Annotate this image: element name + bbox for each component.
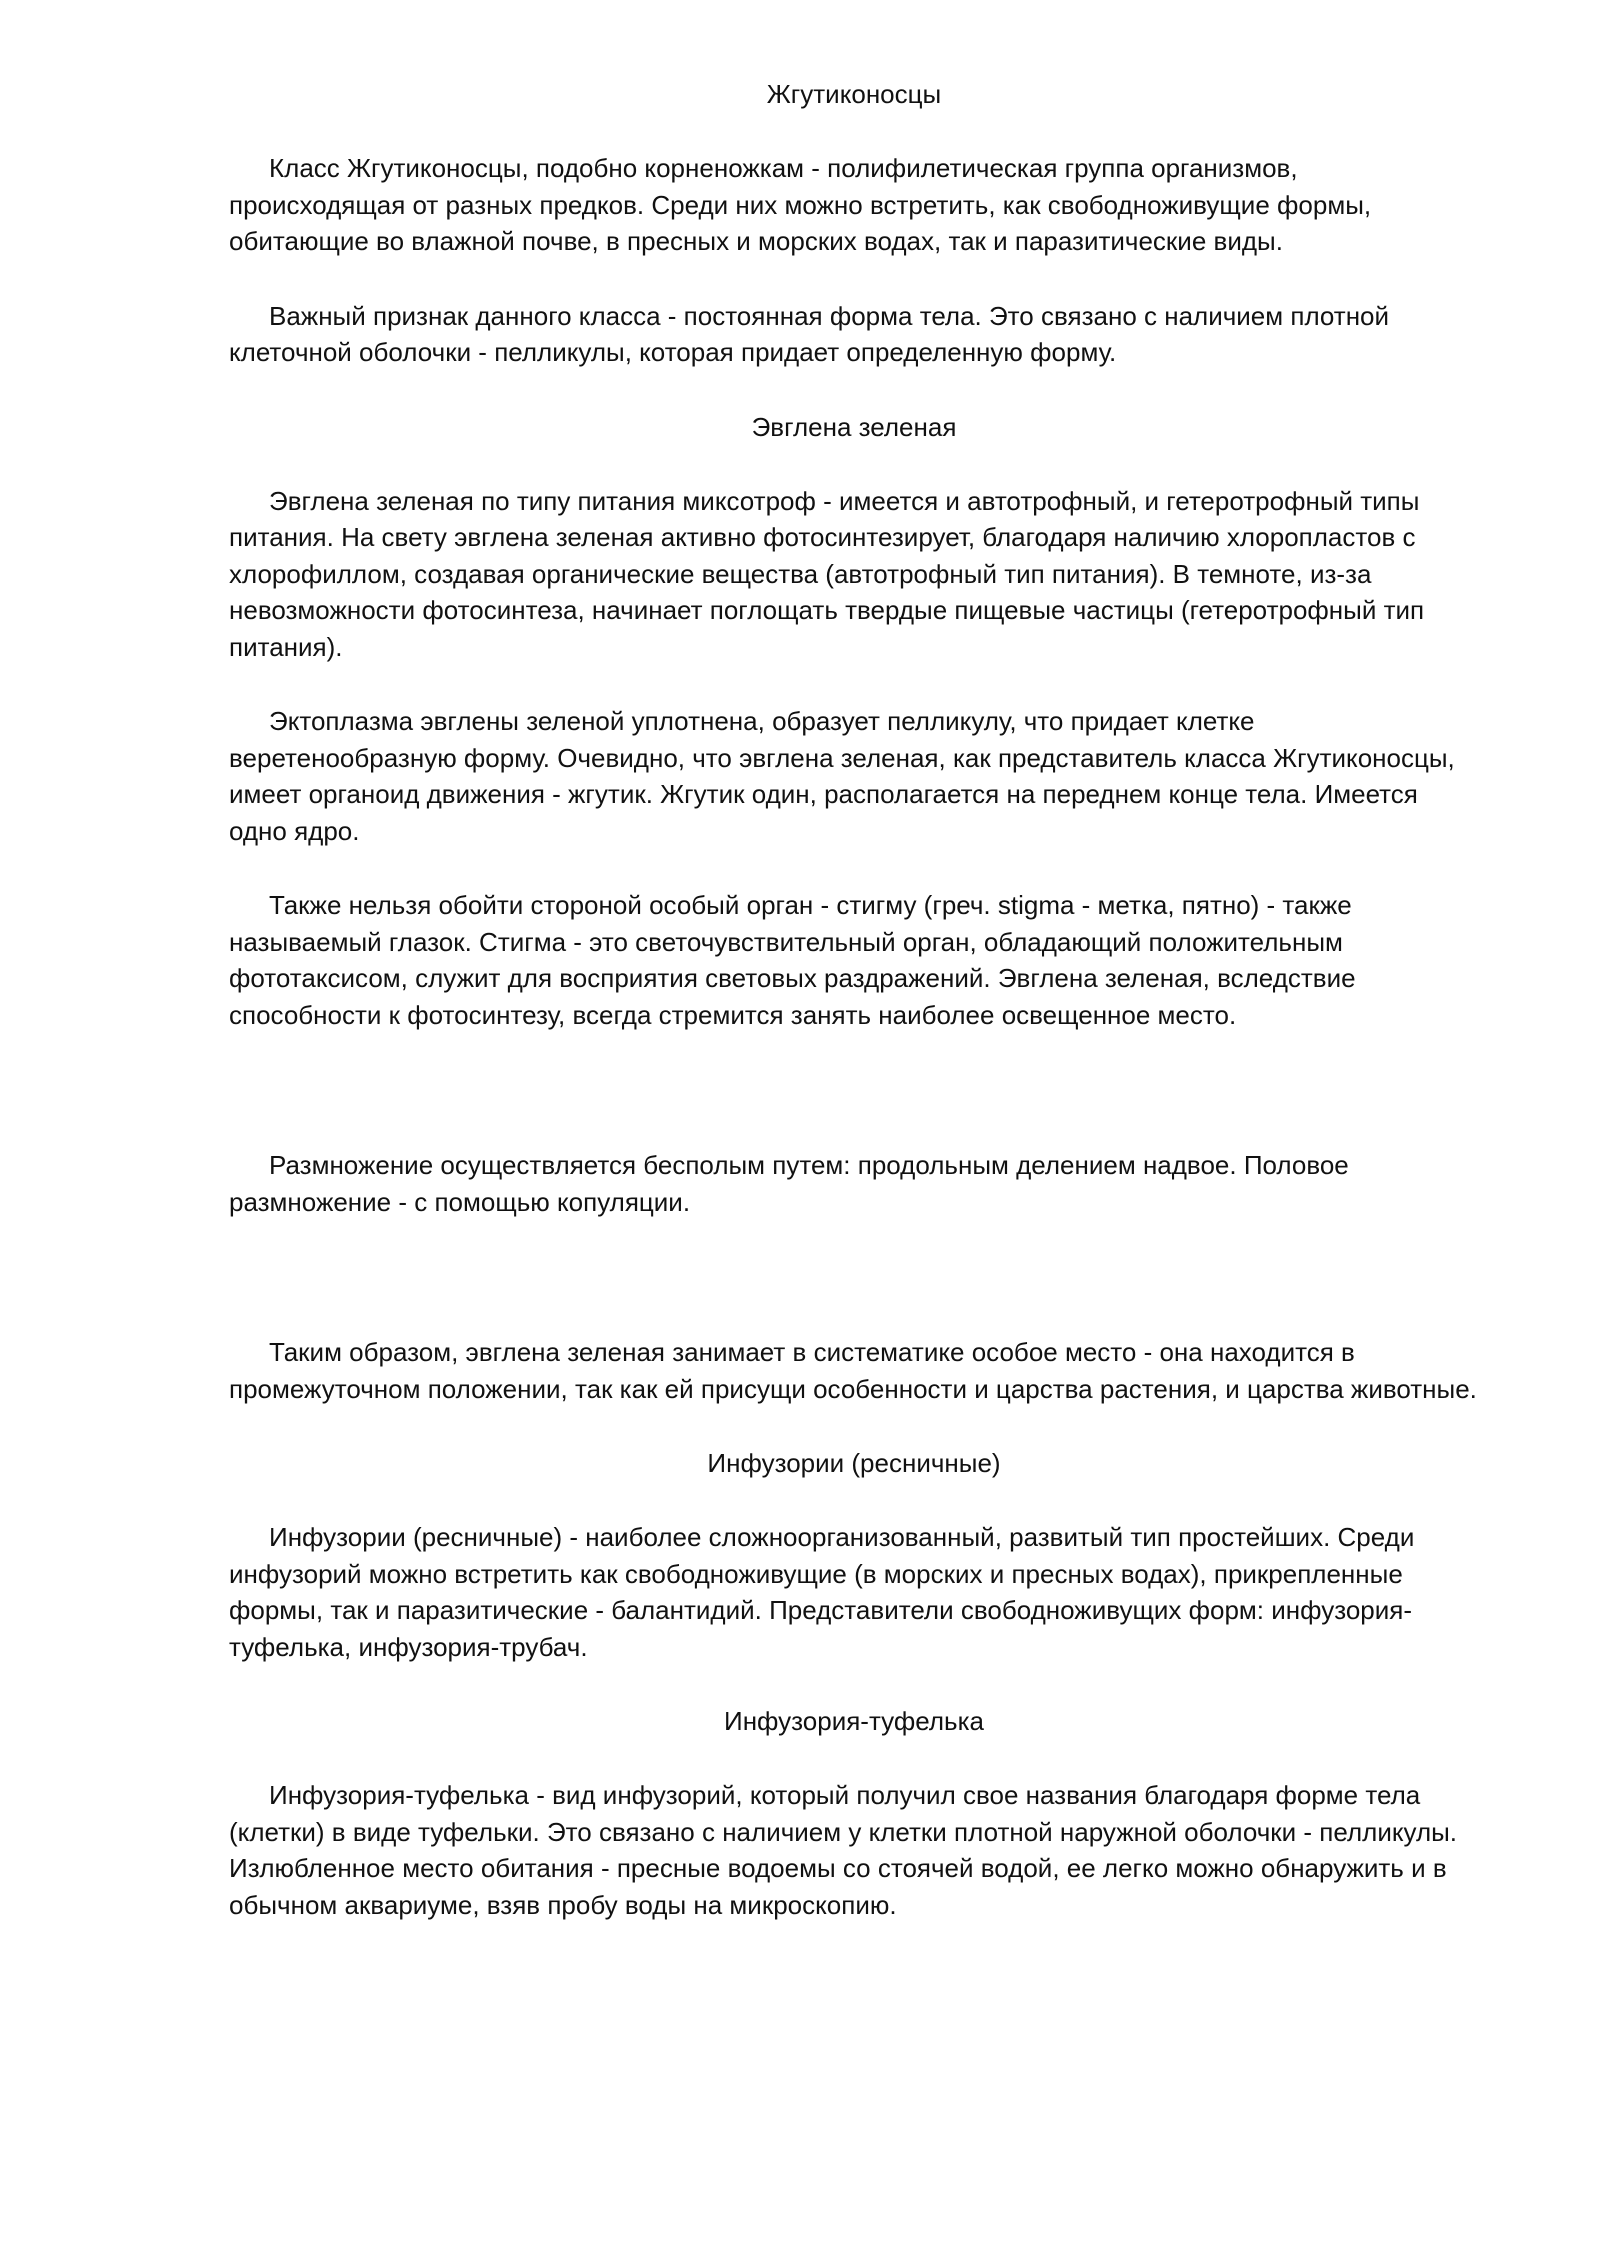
paragraph: Размножение осуществляется бесполым путем: продольным делением надвое. Половое размножение - с помощью копуляции.: [229, 1150, 1349, 1217]
heading-ciliates: Инфузории (ресничные): [707, 1448, 1001, 1478]
heading-paramecium: Инфузория-туфелька: [724, 1706, 984, 1736]
paragraph: Таким образом, эвглена зеленая занимает в систематике особое место - она находится в промежуточном положении, так как ей присущи особенности и царства растения, и царства животные.: [229, 1337, 1477, 1404]
paragraph: Важный признак данного класса - постоянная форма тела. Это связано с наличием плотной клеточной оболочки - пелликулы, которая придает определенную форму.: [229, 300, 1390, 367]
paragraph: Эктоплазма эвглены зеленой уплотнена, образует пелликулу, что придает клетке веретенообразную форму. Очевидно, что эвглена зеленая, как представитель класса Жгутиконосцы, имеет органоид движения - жгутик. Жгутик один, располагается на переднем конце тела. Имеется одно ядро.: [229, 706, 1455, 846]
heading-euglena: Эвглена зеленая: [751, 411, 957, 442]
document-body: [229, 76, 1479, 1923]
paragraph: Инфузории (ресничные) - наиболее сложноорганизованный, развитый тип простейших. Среди инфузорий можно встретить как свободноживущие (в морских и пресных водах), прикрепленные формы, так и паразитические - балантидий. Представители свободноживущих форм: инфузория-туфелька, инфузория-трубач.: [229, 1522, 1415, 1662]
paragraph: Эвглена зеленая по типу питания миксотроф - имеется и автотрофный, и гетеротрофный типы питания. На свету эвглена зеленая активно фотосинтезирует, благодаря наличию хлоропластов с хлорофиллом, создавая органические вещества (автотрофный тип питания). В темноте, из-за невозможности фотосинтеза, начинает поглощать твердые пищевые частицы (гетеротрофный тип питания).: [229, 485, 1425, 662]
paragraph: Класс Жгутиконосцы, подобно корненожкам - полифилетическая группа организмов, происходящая от разных предков. Среди них можно встретить, как свободноживущие формы, обитающие во влажной почве, в пресных и морских водах, так и паразитические виды.: [229, 153, 1372, 256]
paragraph: Инфузория-туфелька - вид инфузорий, который получил свое названия благодаря форме тела (клетки) в виде туфельки. Это связано с наличием у клетки плотной наружной оболочки - пелликулы. Излюбленное место обитания - пресные водоемы со стоячей водой, ее легко можно обнаружить и в обычном аквариуме, взяв пробу воды на микроскопию.: [229, 1780, 1458, 1920]
paragraph: Также нельзя обойти стороной особый орган - стигму (греч. stigma - метка, пятно) - также называемый глазок. Стигма - это светочувствительный орган, обладающий положительным фототаксисом, служит для восприятия световых раздражений. Эвглена зеленая, вследствие способности к фотосинтезу, всегда стремится занять наиболее освещенное место.: [229, 890, 1356, 1030]
heading-flagellates: Жгутиконосцы: [766, 79, 942, 109]
